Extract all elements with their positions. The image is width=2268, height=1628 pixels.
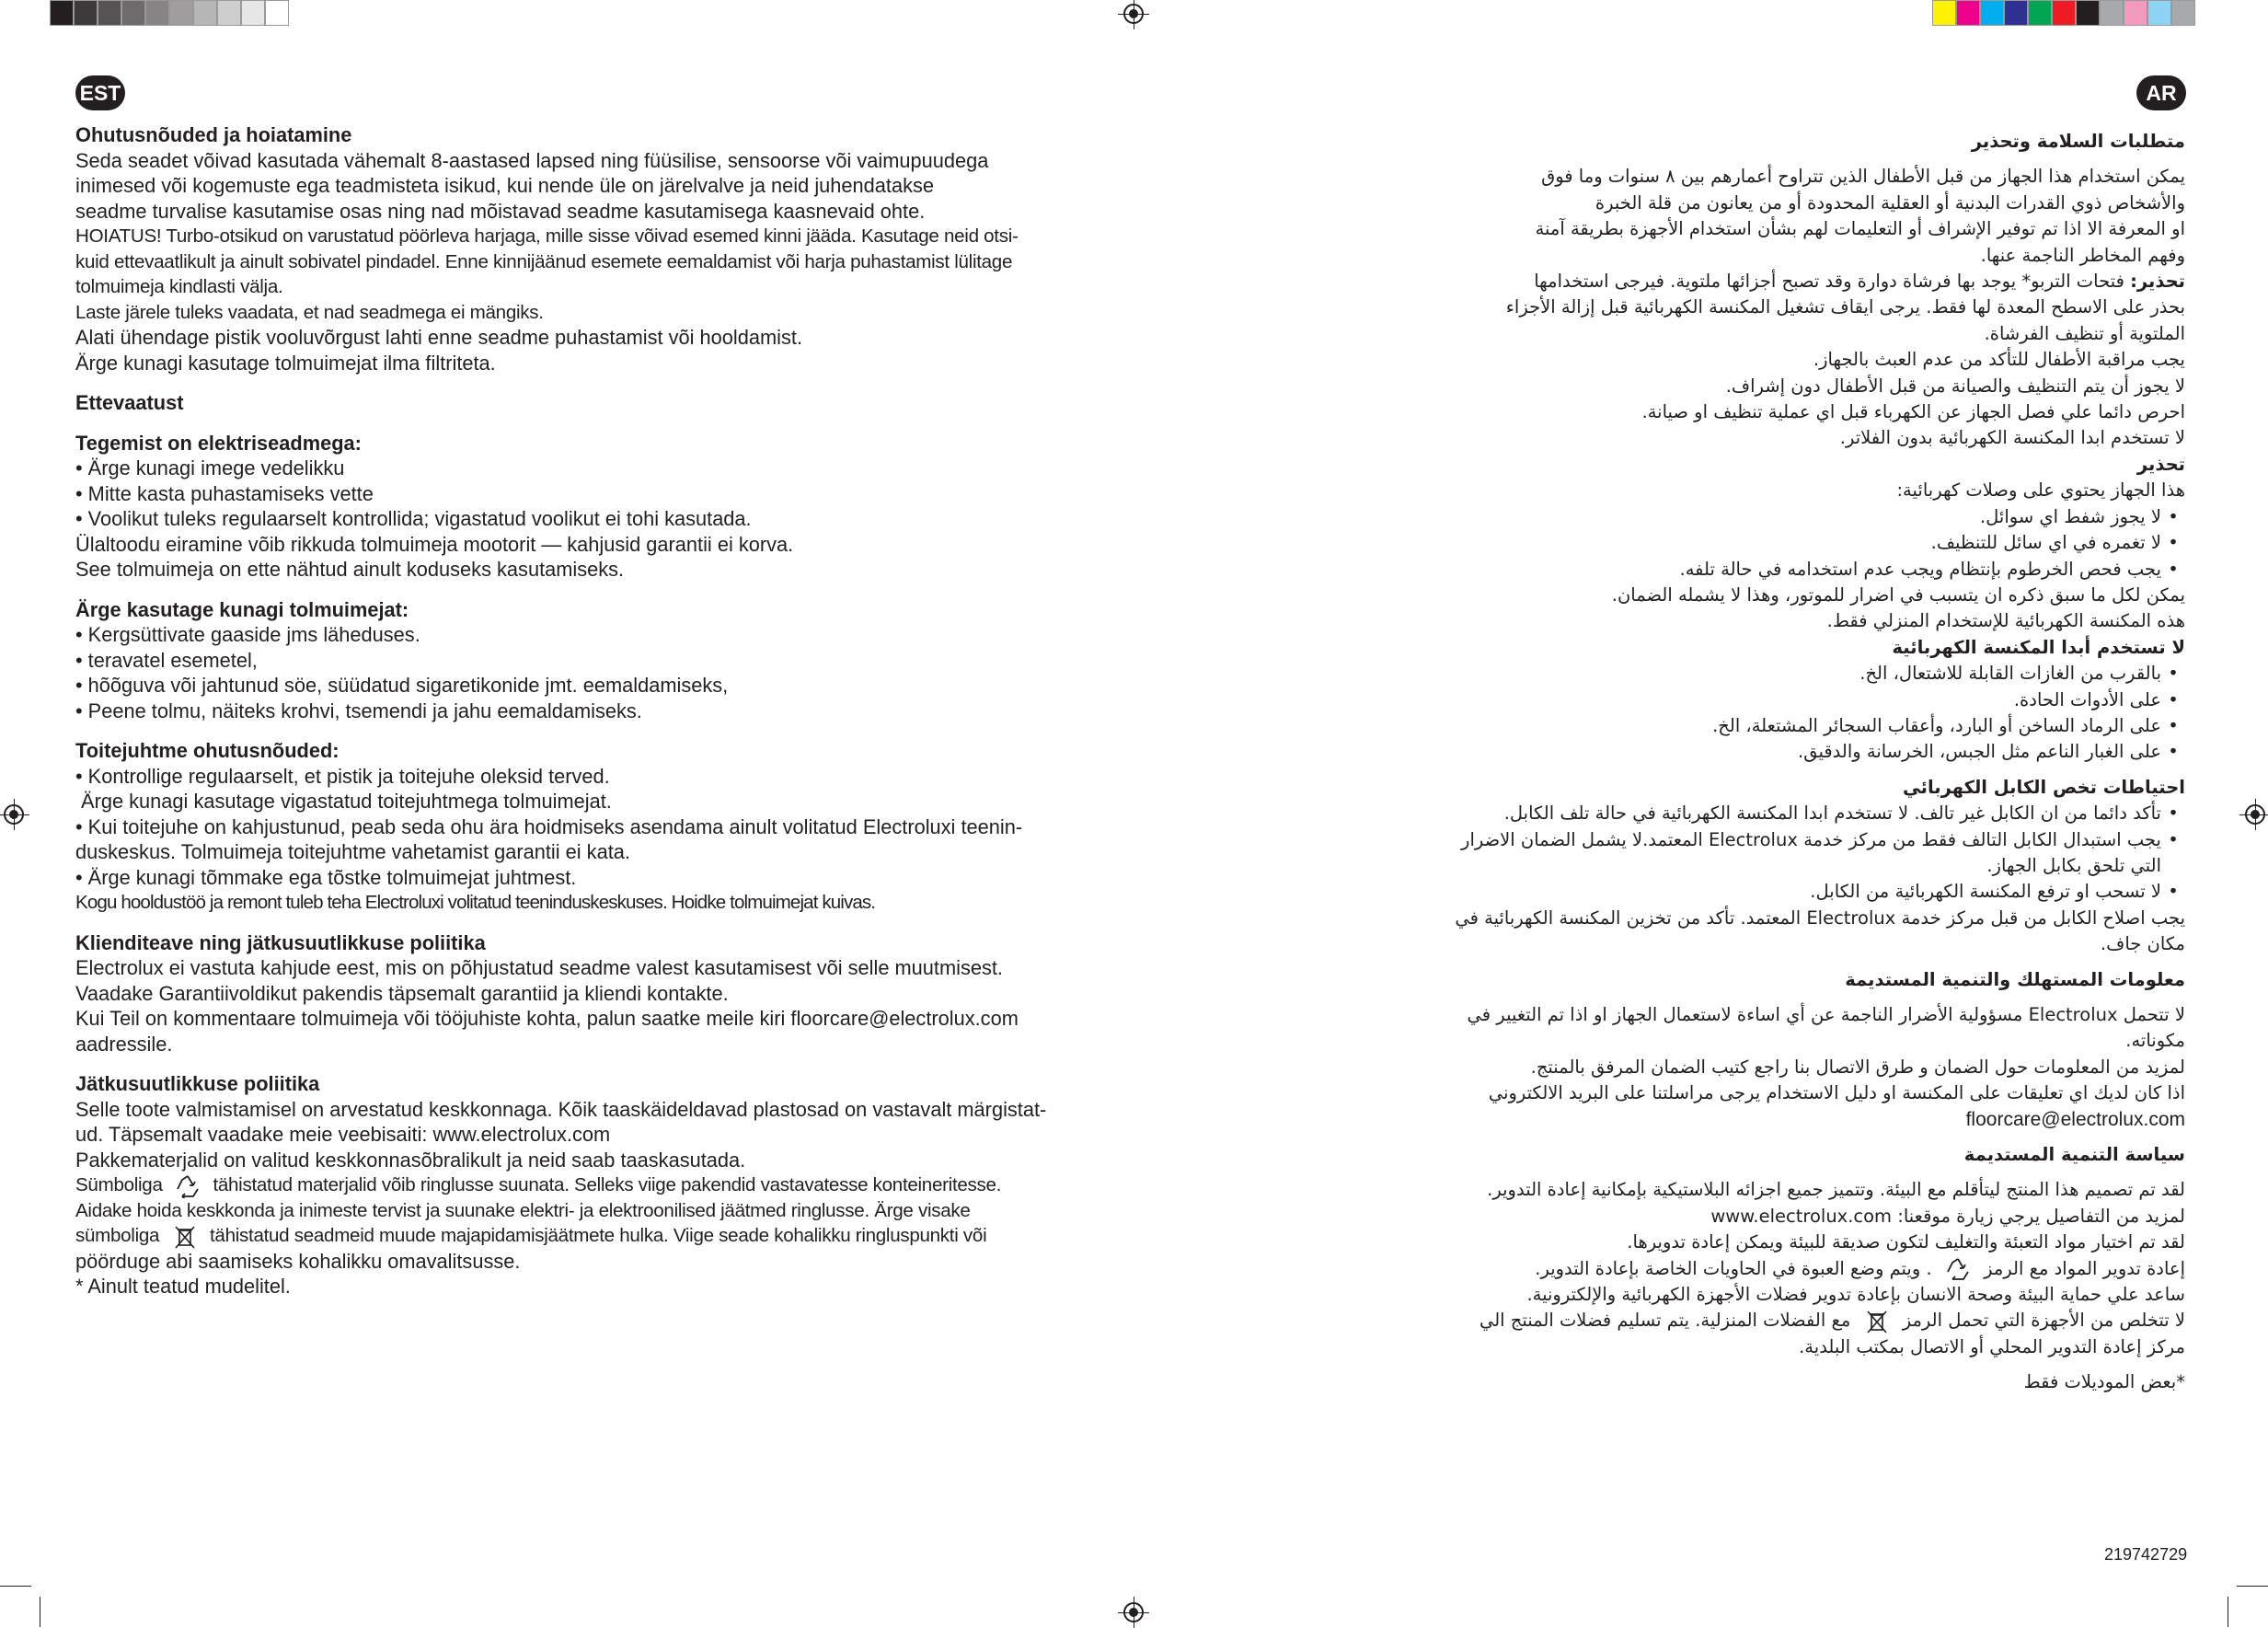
- text-line: مكوناته.: [2125, 1030, 2185, 1052]
- text-line: لا يجوز أن يتم التنظيف والصيانة من قبل الأطفال دون إشراف.: [1725, 375, 2185, 397]
- recycle-icon: [1945, 1257, 1971, 1281]
- never-use-heading: لا تستخدم أبدا المكنسة الكهربائية: [1892, 636, 2185, 658]
- text-line: Seda seadet võivad kasutada vähemalt 8-aastased lapsed ning füüsilise, sensoorse või vaimupuudega: [75, 148, 989, 172]
- list-item: • على الغبار الناعم مثل الجبس، الخرسانة والدقيق.: [1440, 739, 2185, 765]
- color-swatch: [50, 0, 74, 26]
- color-swatch: [2147, 0, 2171, 26]
- text-span: إعادة تدوير المواد مع الرمز: [1984, 1257, 2185, 1279]
- color-swatch: [1956, 0, 1980, 26]
- consumer-heading: معلومات المستهلك والتنمية المستديمة: [1845, 968, 2185, 990]
- cord-heading: Toitejuhtme ohutusnõuded:: [75, 739, 340, 762]
- safety-heading: Ohutusnõuded ja hoiatamine: [75, 123, 352, 146]
- email-text: floorcare@electrolux.com: [1965, 1108, 2185, 1130]
- recycle-icon: [175, 1174, 201, 1198]
- gray-color-bar: [50, 0, 289, 28]
- crop-mark: [2237, 1586, 2268, 1587]
- text-line: Aidake hoida keskkonda ja inimeste tervist ja suunake elektri- ja elektroonilised jäätmed ringlusse. Ärge visake: [75, 1199, 971, 1221]
- text-span: . ويتم وضع العبوة في الحاويات الخاصة بإعادة التدوير.: [1535, 1257, 1932, 1279]
- color-swatch: [2124, 0, 2147, 26]
- warning-label: تحذير:: [2130, 271, 2185, 293]
- list-item: • Kui toitejuhe on kahjustunud, peab seda ohu ära hoidmiseks asendama ainult volitatud Electroluxi teenin-: [75, 814, 1023, 838]
- text-line: يمكن استخدام هذا الجهاز من قبل الأطفال الذين تتراوح أعمارهم بين ٨ سنوات وما فوق: [1541, 166, 2185, 188]
- list-item: • على الرماد الساخن أو البارد، وأعقاب السجائر المشتعلة، الخ.: [1440, 713, 2185, 739]
- list-item: • teravatel esemetel,: [75, 648, 258, 672]
- text-line: التي تلحق بكابل الجهاز.: [1986, 854, 2161, 876]
- recycle-line: [75, 1172, 1124, 1198]
- warning-line: kuid ettevaatlikult ja ainult sobivatel pindadel. Enne kinnijäänud esemete eemaldamist või harja puhastamist lülitage: [75, 250, 1013, 272]
- registration-mark-top: [1123, 4, 1144, 24]
- list-item: • يجب فحص الخرطوم بإنتظام ويجب عدم استخدامه في حالة تلفه.: [1440, 557, 2185, 583]
- warning-line: tolmuimeja kindlasti välja.: [75, 276, 283, 297]
- list-item: • لا يجوز شفط اي سوائل.: [1440, 504, 2185, 530]
- list-item: • لا تسحب او ترفع المكنسة الكهربائية من الكابل.: [1440, 879, 2185, 905]
- list-item: • لا تغمره في اي سائل للتنظيف.: [1440, 530, 2185, 556]
- text-line: لا تتحمل Electrolux مسؤولية الأضرار الناجمة عن أي اساءة لاستعمال الجهاز او اذا تم التغيير في: [1467, 1004, 2185, 1025]
- estonian-column: [75, 122, 1124, 1299]
- warning-line: [1440, 269, 2185, 294]
- color-swatch: [2052, 0, 2076, 26]
- color-swatch: [217, 0, 241, 26]
- list-item: • Voolikut tuleks regulaarselt kontrollida; vigastatud voolikut ei tohi kasutada.: [75, 507, 752, 530]
- text-line: يجب اصلاح الكابل من قبل مركز خدمة Electrolux المعتمد. تأكد من تخزين المكنسة الكهربائية في: [1455, 906, 2185, 929]
- text-line: لمزيد من المعلومات حول الضمان و طرق الاتصال بنا راجع كتيب الضمان المرفق بالمنتج.: [1530, 1056, 2185, 1078]
- text-line: ساعد علي حماية البيئة وصحة الانسان بإعادة تدوير فضلات الأجهزة الكهربائية والإلكترونية.: [1526, 1284, 2185, 1306]
- color-swatch: [1932, 0, 1956, 26]
- text-line: See tolmuimeja on ette nähtud ainult koduseks kasutamiseks.: [75, 558, 625, 581]
- sustainability-heading: سياسة التنمية المستديمة: [1963, 1144, 2185, 1166]
- list-item: Ärge kunagi kasutage vigastatud toitejuhtmega tolmuimejat.: [75, 790, 612, 813]
- color-swatch: [2100, 0, 2124, 26]
- text-line: duskeskus. Tolmuimeja toitejuhtme vahetamist garantii ei kata.: [75, 840, 630, 863]
- text-line: Kui Teil on kommentaare tolmuimeja või tööjuhiste kohta, palun saatke meile kiri floorcare@electrolux.com: [75, 1007, 1019, 1030]
- caution-heading: تحذير: [2136, 453, 2185, 475]
- text-line: لقد تم اختيار مواد التعبئة والتغليف لتكون صديقة للبيئة ويمكن إعادة تدويرها.: [1627, 1231, 2185, 1253]
- list-item: • Mitte kasta puhastamiseks vette: [75, 481, 374, 505]
- caution-heading: Ettevaatust: [75, 391, 184, 414]
- arabic-column: [1440, 129, 2185, 1396]
- crossed-bin-icon: [1864, 1310, 1890, 1334]
- crop-mark: [0, 1586, 31, 1587]
- text-line: او المعرفة الا اذا تم توفير الإشراف أو التعليمات لهم بشأن استخدام الأجهزة بطريقة آمنة: [1535, 218, 2185, 240]
- color-swatch: [2028, 0, 2052, 26]
- never-use-heading: Ärge kasutage kunagi tolmuimejat:: [75, 597, 409, 621]
- list-item: • تأكد دائما من ان الكابل غير تالف. لا تستخدم ابدا المكنسة الكهربائية في حالة تلف الكابل.: [1440, 801, 2185, 826]
- list-item: • Peene tolmu, näiteks krohvi, tsemendi ja jahu eemaldamiseks.: [75, 699, 642, 722]
- color-swatch: [193, 0, 217, 26]
- recycle-line: [1440, 1256, 2185, 1282]
- color-swatch: [74, 0, 98, 26]
- text-line: وفهم المخاطر الناجمة عنها.: [1980, 244, 2185, 266]
- crossed-bin-icon: [172, 1225, 198, 1249]
- text-line: اذا كان لديك اي تعليقات على المكنسة او دليل الاستخدام يرجى مراسلتنا على البريد الالكتروني: [1488, 1082, 2185, 1104]
- list-item: • hõõguva või jahtunud söe, süüdatud sigaretikonide jmt. eemaldamiseks,: [75, 674, 729, 697]
- registration-mark-right: [2245, 804, 2265, 825]
- color-swatch: [98, 0, 121, 26]
- text-line: والأشخاص ذوي القدرات البدنية أو العقلية المحدودة أو من يعانون من قلة الخبرة: [1595, 191, 2185, 214]
- weee-line: [75, 1223, 1124, 1249]
- text-span: tähistatud materjalid võib ringlusse suunata. Selleks viige pakendid vastavatesse konteineritesse.: [213, 1174, 1002, 1195]
- text-line: Electrolux ei vastuta kahjude eest, mis on põhjustatud seadme valest kasutamisest või selle muutmisest.: [75, 956, 1003, 979]
- text-line: Vaadake Garantiivoldikut pakendis täpsemalt garantiid ja kliendi kontakte.: [75, 981, 729, 1005]
- text-line: مركز إعادة التدوير المحلي أو الاتصال بمكتب البلدية.: [1799, 1335, 2185, 1357]
- cord-heading: احتياطات تخص الكابل الكهربائي: [1902, 776, 2185, 798]
- text-line: الملتوية أو تنظيف الفرشاة.: [1984, 322, 2185, 344]
- warning-line: Laste järele tuleks vaadata, et nad seadmega ei mängiks.: [75, 301, 544, 323]
- text-line: Pakkematerjalid on valitud keskkonnasõbralikult ja neid saab taaskasutada.: [75, 1148, 746, 1172]
- color-swatch: [241, 0, 265, 26]
- text-line: pöörduge abi saamiseks kohalikku omavalitsusse.: [75, 1249, 521, 1273]
- text-line: Selle toote valmistamisel on arvestatud keskkonnaga. Kõik taaskäideldavad plastosad on vastavalt märgistat-: [75, 1097, 1047, 1121]
- list-item: • Ärge kunagi imege vedelikku: [75, 456, 345, 479]
- color-swatch: [145, 0, 169, 26]
- text-span: tähistatud seadmeid muude majapidamisjäätmete hulka. Viige seade kohalikku ringluspunkti või: [210, 1225, 987, 1247]
- color-swatch: [2004, 0, 2028, 26]
- text-line: seadme turvalise kasutamise osas ning nad mõistavad seadme kasutamisega kaasnevaid ohte.: [75, 199, 926, 223]
- text-line: aadressile.: [75, 1032, 173, 1056]
- electrical-heading: Tegemist on elektriseadmega:: [75, 431, 362, 455]
- text-line: Ärge kunagi kasutage tolmuimejat ilma filtriteta.: [75, 351, 496, 375]
- registration-mark-left: [4, 804, 24, 825]
- safety-heading: متطلبات السلامة وتحذير: [1971, 131, 2185, 152]
- list-item: • على الأدوات الحادة.: [1440, 687, 2185, 713]
- text-line: بحذر على الاسطح المعدة لها فقط. يرجى ايقاف تشغيل المكنسة الكهربائية قبل إزالة الأجزاء: [1505, 296, 2185, 318]
- color-swatch: [2171, 0, 2195, 26]
- language-badge-est: EST: [75, 75, 125, 110]
- footnote: *بعض الموديلات فقط: [2023, 1371, 2185, 1393]
- text-span: مع الفضلات المنزلية. يتم تسليم فضلات المنتج الي: [1479, 1310, 1851, 1332]
- text-span: Sümboliga: [75, 1174, 163, 1195]
- list-item: • يجب استبدال الكابل التالف فقط من مركز خدمة Electrolux المعتمد.لا يشمل الضمان الاضرار: [1440, 827, 2185, 853]
- text-line: Ülaltoodu eiramine võib rikkuda tolmuimeja mootorit — kahjusid garantii ei korva.: [75, 532, 794, 556]
- text-span: لا تتخلص من الأجهزة التي تحمل الرمز: [1902, 1310, 2185, 1332]
- language-badge-ar: AR: [2136, 75, 2186, 110]
- color-swatch: [121, 0, 145, 26]
- text-line: هذه المكنسة الكهربائية للإستخدام المنزلي فقط.: [1826, 610, 2185, 632]
- footnote: * Ainult teatud mudelitel.: [75, 1275, 291, 1299]
- consumer-heading: Klienditeave ning jätkusuutlikkuse poliitika: [75, 930, 486, 954]
- process-color-bar: [1932, 0, 2195, 28]
- weee-line: [1440, 1308, 2185, 1334]
- color-swatch: [169, 0, 193, 26]
- text-line: Kogu hooldustöö ja remont tuleb teha Electroluxi volitatud teeninduskeskuses. Hoidke tolmuimejat kuivas.: [75, 892, 876, 913]
- text-line: احرص دائما علي فصل الجهاز عن الكهرباء قبل اي عملية تنظيف او صيانة.: [1641, 401, 2185, 423]
- document-number: 219742729: [2104, 1545, 2188, 1564]
- warning-line: HOIATUS! Turbo-otsikud on varustatud pöörleva harjaga, mille sisse võivad esemed kinni jääda. Kasutage neid otsi-: [75, 225, 1019, 247]
- text-line: Alati ühendage pistik vooluvõrgust lahti enne seadme puhastamist või hooldamist.: [75, 326, 802, 349]
- text-line: مكان جاف.: [2100, 933, 2185, 955]
- text-span: sümboliga: [75, 1225, 160, 1247]
- list-item: • Kergsüttivate gaaside jms läheduses.: [75, 623, 420, 646]
- text-line: يمكن لكل ما سبق ذكره ان يتسبب في اضرار للموتور، وهذا لا يشمله الضمان.: [1611, 583, 2185, 606]
- sustainability-heading: Jätkusuutlikkuse poliitika: [75, 1072, 320, 1095]
- list-item: • بالقرب من الغازات القابلة للاشتعال، الخ.: [1440, 661, 2185, 687]
- registration-mark-bottom: [1123, 1602, 1144, 1622]
- color-swatch: [1980, 0, 2004, 26]
- text-line: لقد تم تصميم هذا المنتج ليتأقلم مع البيئة. وتتميز جميع اجزائه البلاستيكية بإمكانية إعادة التدوير.: [1487, 1179, 2185, 1201]
- text-line: inimesed või kogemuste ega teadmisteta isikud, kui nende üle on järelvalve ja neid juhendatakse: [75, 174, 934, 197]
- color-swatch: [2076, 0, 2100, 26]
- list-item: • Ärge kunagi tõmmake ega tõstke tolmuimejat juhtmest.: [75, 865, 577, 889]
- text-line: لمزيد من التفاصيل يرجي زيارة موقعنا: www.electrolux.com: [1710, 1205, 2185, 1227]
- text-line: ud. Täpsemalt vaadake meie veebisaiti: www.electrolux.com: [75, 1123, 611, 1146]
- text-line: يجب مراقبة الأطفال للتأكد من عدم العبث بالجهاز.: [1813, 349, 2185, 371]
- text-line: هذا الجهاز يحتوي على وصلات كهربائية:: [1896, 479, 2185, 502]
- list-item: • Kontrollige regulaarselt, et pistik ja toitejuhe oleksid terved.: [75, 764, 610, 788]
- text-line: لا تستخدم ابدا المكنسة الكهربائية بدون الفلاتر.: [1839, 427, 2185, 449]
- color-swatch: [265, 0, 289, 26]
- text-span: فتحات التربو* يوجد بها فرشاة دوارة وقد تصبح أجزائها ملتوية. فيرجى استخدامها: [1534, 271, 2131, 293]
